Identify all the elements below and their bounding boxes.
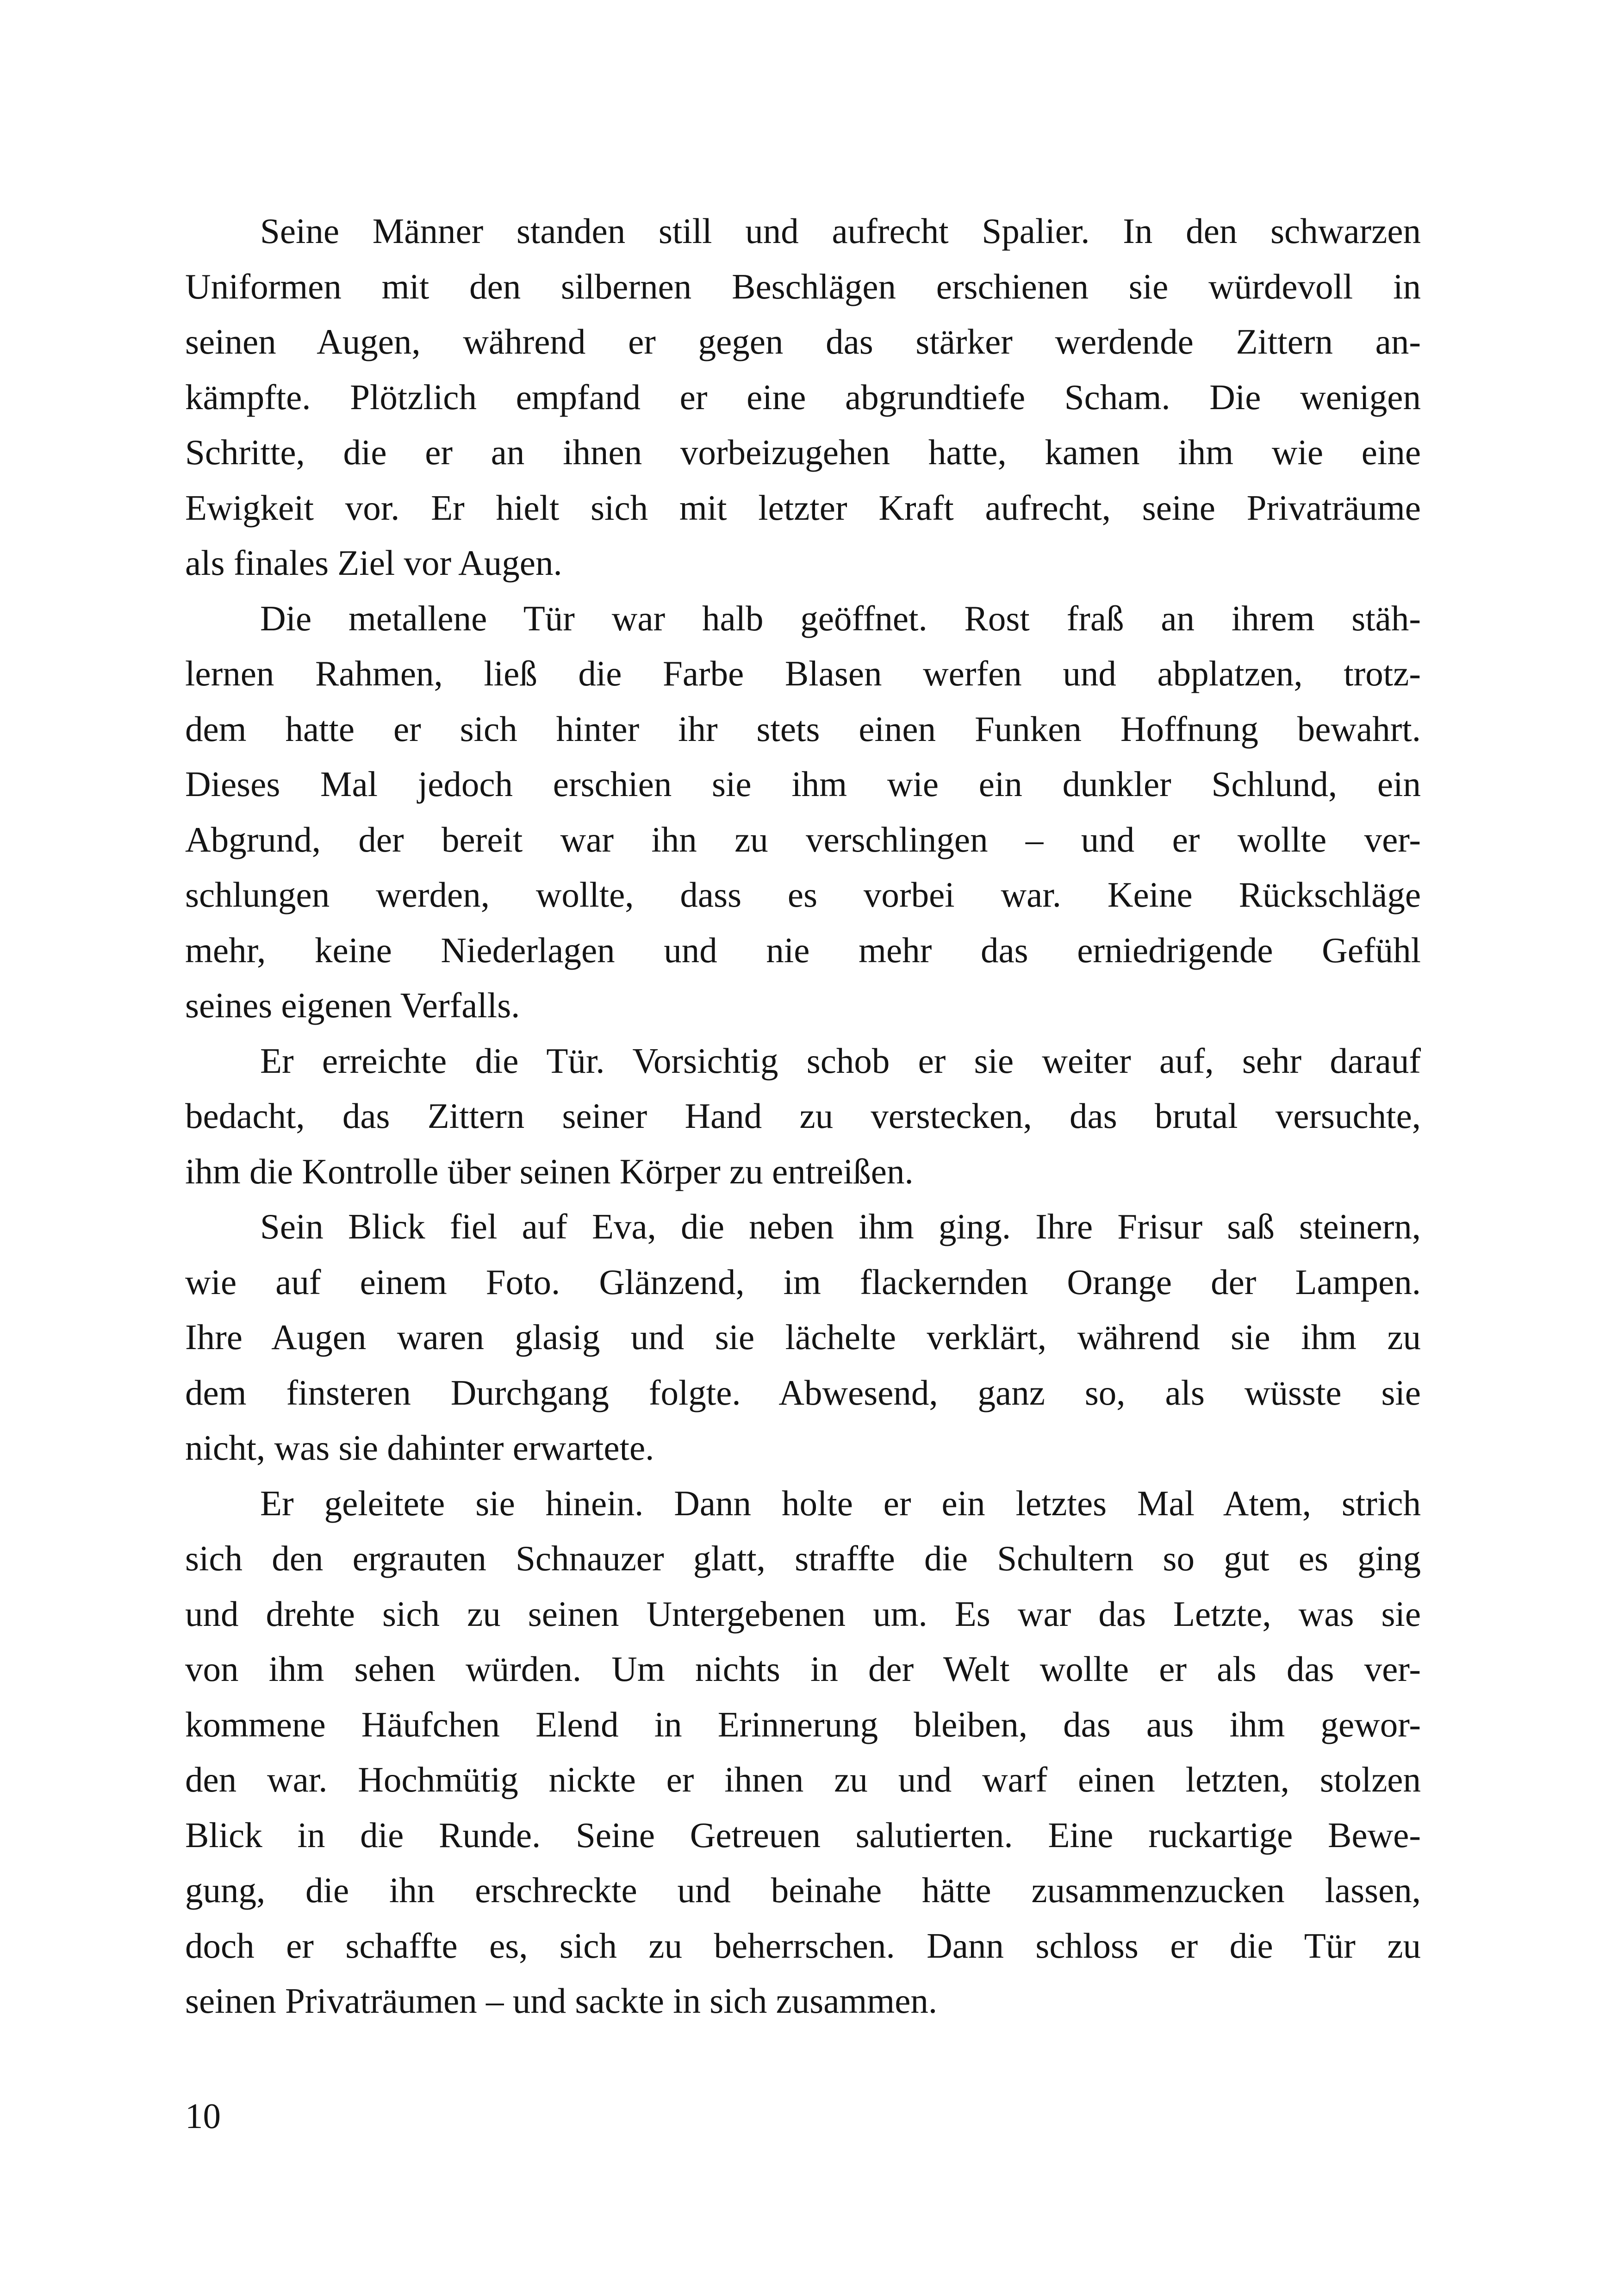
- text-line: Die metallene Tür war halb geöffnet. Rost fraß an ihrem stäh-: [260, 598, 1421, 638]
- text-line: seinen Augen, während er gegen das stärker werdende Zittern an-: [185, 322, 1421, 361]
- text-line: schlungen werden, wollte, dass es vorbei war. Keine Rückschläge: [185, 875, 1421, 915]
- text-line: Ihre Augen waren glasig und sie lächelte verklärt, während sie ihm zu: [185, 1317, 1421, 1357]
- body-text: [185, 204, 1421, 2029]
- text-line: doch er schaffte es, sich zu beherrschen. Dann schloss er die Tür zu: [185, 1925, 1421, 1966]
- text-line: Ewigkeit vor. Er hielt sich mit letzter Kraft aufrecht, seine Privaträume: [185, 487, 1421, 528]
- text-line: gung, die ihn erschreckte und beinahe hätte zusammenzucken lassen,: [185, 1870, 1421, 1910]
- text-line: Er erreichte die Tür. Vorsichtig schob er sie weiter auf, sehr darauf: [260, 1040, 1421, 1081]
- text-line: Seine Männer standen still und aufrecht Spalier. In den schwarzen: [260, 211, 1421, 251]
- page-number: 10: [185, 2096, 221, 2136]
- text-line: Uniformen mit den silbernen Beschlägen erschienen sie würdevoll in: [185, 266, 1421, 306]
- text-line: seines eigenen Verfalls.: [185, 985, 520, 1025]
- paragraph-4: [185, 1199, 1421, 1476]
- text-line: mehr, keine Niederlagen und nie mehr das erniedrigende Gefühl: [185, 930, 1421, 970]
- text-line: dem hatte er sich hinter ihr stets einen Funken Hoffnung bewahrt.: [185, 709, 1421, 749]
- text-line: als finales Ziel vor Augen.: [185, 543, 562, 583]
- text-line: kommene Häufchen Elend in Erinnerung bleiben, das aus ihm gewor-: [185, 1704, 1421, 1744]
- paragraph-2: [185, 591, 1421, 1033]
- text-line: Er geleitete sie hinein. Dann holte er ein letztes Mal Atem, strich: [260, 1483, 1421, 1523]
- text-line: sich den ergrauten Schnauzer glatt, straffte die Schultern so gut es ging: [185, 1538, 1421, 1578]
- text-line: Schritte, die er an ihnen vorbeizugehen hatte, kamen ihm wie eine: [185, 432, 1421, 472]
- text-line: bedacht, das Zittern seiner Hand zu verstecken, das brutal versuchte,: [185, 1096, 1421, 1136]
- text-line: Abgrund, der bereit war ihn zu verschlingen – und er wollte ver-: [185, 819, 1421, 859]
- text-line: und drehte sich zu seinen Untergebenen um. Es war das Letzte, was sie: [185, 1593, 1421, 1634]
- text-line: dem finsteren Durchgang folgte. Abwesend, ganz so, als wüsste sie: [185, 1372, 1421, 1412]
- text-line: Dieses Mal jedoch erschien sie ihm wie ein dunkler Schlund, ein: [185, 764, 1421, 804]
- text-line: wie auf einem Foto. Glänzend, im flackernden Orange der Lampen.: [185, 1262, 1421, 1302]
- paragraph-1: [185, 204, 1421, 591]
- text-line: ihm die Kontrolle über seinen Körper zu entreißen.: [185, 1151, 914, 1191]
- paragraph-5: [185, 1476, 1421, 2029]
- text-line: den war. Hochmütig nickte er ihnen zu und warf einen letzten, stolzen: [185, 1760, 1421, 1799]
- text-line: kämpfte. Plötzlich empfand er eine abgrundtiefe Scham. Die wenigen: [185, 377, 1421, 417]
- text-line: nicht, was sie dahinter erwartete.: [185, 1428, 654, 1468]
- text-line: lernen Rahmen, ließ die Farbe Blasen werfen und abplatzen, trotz-: [185, 653, 1421, 693]
- paragraph-3: [185, 1033, 1421, 1200]
- text-line: Sein Blick fiel auf Eva, die neben ihm ging. Ihre Frisur saß steinern,: [260, 1207, 1421, 1246]
- text-line: von ihm sehen würden. Um nichts in der Welt wollte er als das ver-: [185, 1649, 1421, 1689]
- text-line: seinen Privaträumen – und sackte in sich zusammen.: [185, 1981, 938, 2021]
- text-line: Blick in die Runde. Seine Getreuen salutierten. Eine ruckartige Bewe-: [185, 1815, 1421, 1855]
